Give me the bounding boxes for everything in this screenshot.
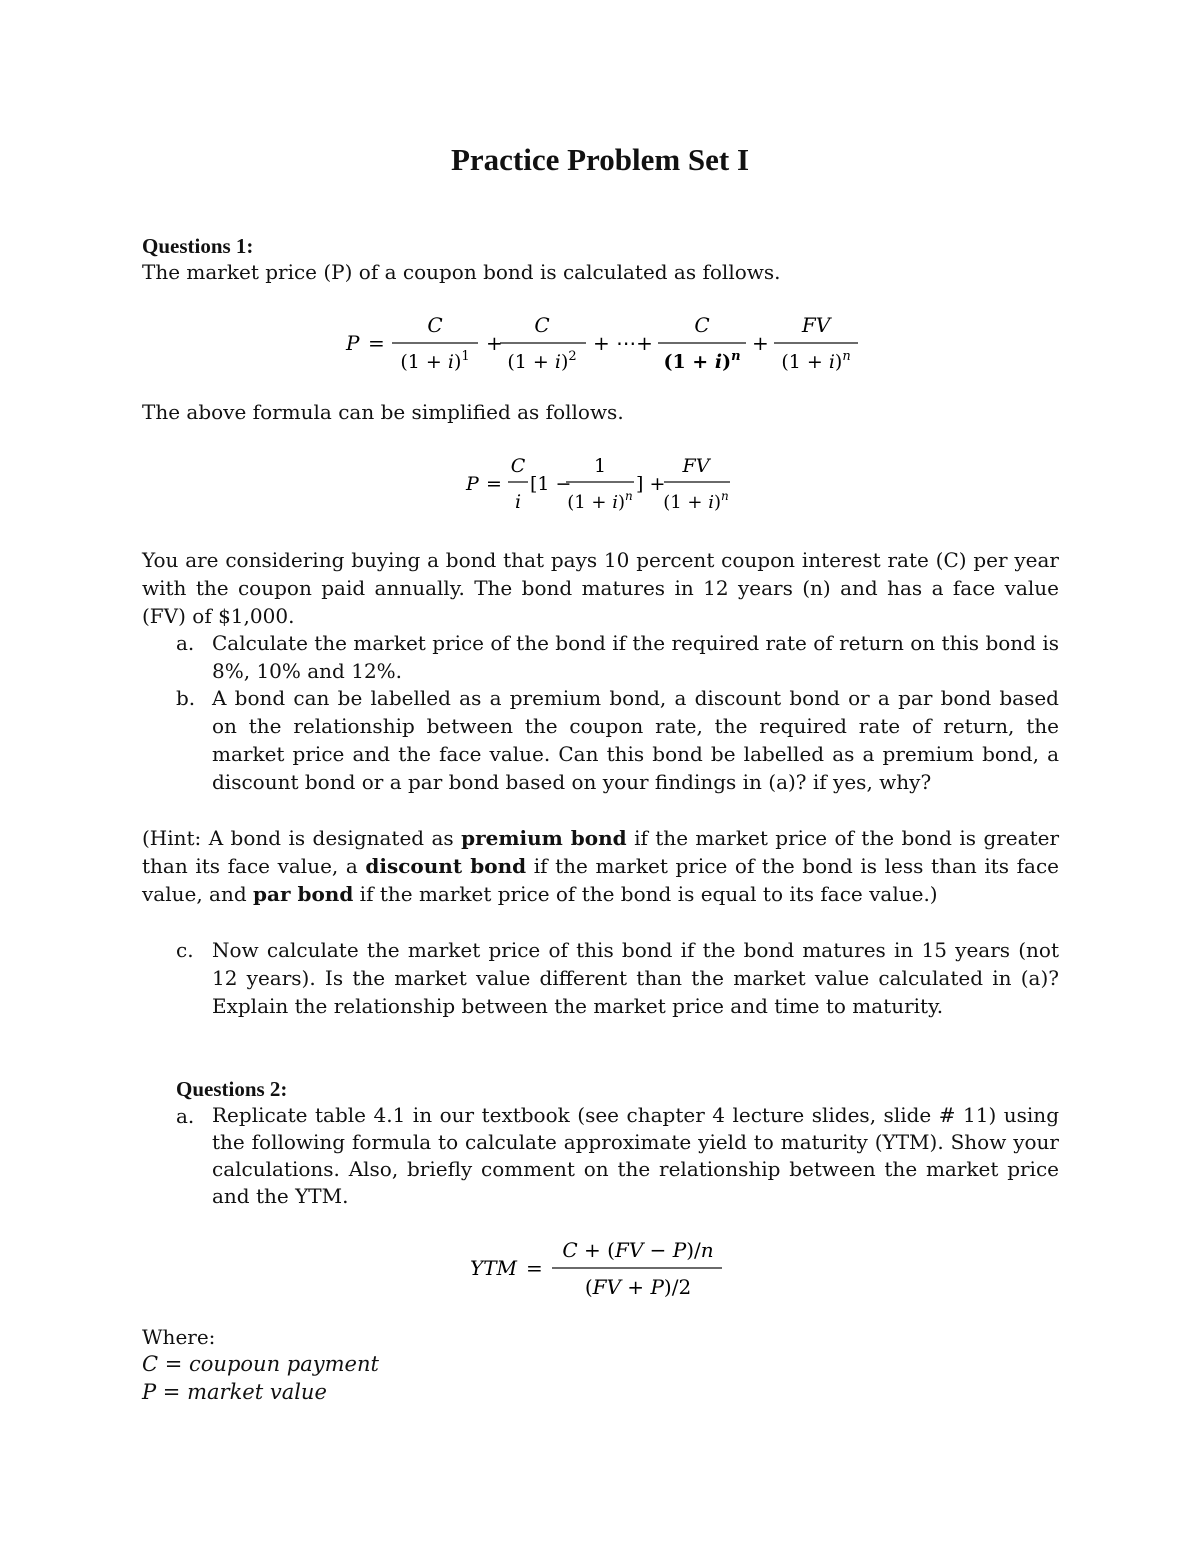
svg-text:i: i [514,491,522,513]
svg-text:(1 + i)n: $(1 + i)^n$ [663,349,741,373]
hint-paragraph [142,824,1059,908]
definition-p-meaning: market value [187,1380,327,1404]
item-c-label: c. [176,938,194,962]
bond-price-formula [338,306,898,386]
svg-text:+: + [752,331,769,355]
svg-text:C: C [534,313,550,337]
svg-text:+ ⋯+: + ⋯+ [593,331,653,355]
svg-text:(1 + i)1: $(1 + i)^1$ [400,349,470,373]
definition-p [142,1380,327,1404]
svg-text:C: C [694,313,710,337]
q2-item-a-text: Replicate table 4.1 in our textbook (see chapter 4 lecture slides, slide # 11) using the following formula to calculate approximate yield to maturity (YTM). Show your calculations. Also, briefly comment on the relationship between the market price and the YTM. [212,1103,1059,1208]
hint-text-4: if the market price of the bond is equal to its face value.) [353,882,938,906]
svg-text:C: C [510,455,526,477]
svg-text:C + (FV − P)/n: C + (FV − P)/n [562,1238,714,1262]
item-a-label: a. [176,631,195,655]
svg-text:] +: ] + [636,473,666,495]
definition-c-meaning: coupoun payment [189,1352,379,1376]
svg-text:1: 1 [593,455,607,477]
item-a-text: Calculate the market price of the bond if the required rate of return on this bond is 8%, 10% and 12%. [212,631,1059,683]
simplified-intro: The above formula can be simplified as follows. [142,400,624,424]
svg-text:YTM: YTM [470,1256,518,1280]
definition-c-symbol: C = [142,1352,183,1376]
definition-p-symbol: P = [142,1380,181,1404]
item-c-text: Now calculate the market price of this bond if the bond matures in 15 years (not 12 years). Is the market value different than the market value calculated in (a)? Explain the relationship between the market price and time to maturity. [212,938,1059,1018]
hint-text-1: (Hint: A bond is designated as [142,826,462,850]
svg-text:(1 + i)n: $(1 + i)^n$ [663,489,729,513]
svg-text:=: = [368,331,385,355]
svg-text:=: = [526,1256,543,1280]
question-1-heading: Questions 1: [142,234,254,258]
question-1-intro: The market price (P) of a coupon bond is calculated as follows. [142,260,781,284]
svg-text:P: P [346,331,360,355]
where-label: Where: [142,1325,216,1349]
hint-text-2: if the market price of the bond is greater than its face value, a [142,826,1059,878]
svg-text:=: = [486,473,502,495]
svg-text:(1 + i)n: $(1 + i)^n$ [781,349,851,373]
item-b-label: b. [176,686,196,710]
svg-text:FV: FV [801,313,831,337]
svg-text:(1 + i)n: $(1 + i)^n$ [567,489,633,513]
hint-text-3: if the market price of the bond is less than its face value, and [142,854,1059,906]
svg-text:[1 −: [1 − [530,473,572,495]
svg-text:(1 + i)2: $(1 + i)^2$ [507,349,577,373]
ytm-formula [468,1232,758,1304]
page-title: Practice Problem Set I [450,142,750,177]
svg-text:C: C [427,313,443,337]
hint-par-bond: par bond [253,882,354,906]
svg-text:P: P [466,473,479,495]
svg-text:+: + [486,331,503,355]
svg-text:(FV + P)/2: (FV + P)/2 [584,1275,692,1299]
q2-item-a-label: a. [176,1104,195,1128]
simplified-price-formula [462,450,762,520]
question-2-heading: Questions 2: [176,1077,288,1101]
svg-text:FV: FV [682,455,710,477]
definition-c [142,1352,379,1376]
item-b-text: A bond can be labelled as a premium bond, a discount bond or a par bond based on the relationship between the coupon rate, the required rate of return, the market price and the face value. Can this bond be labelled as a premium bond, a discount bond or a par bond based on your findings in (a)? if yes, why? [212,686,1059,794]
bond-scenario: You are considering buying a bond that pays 10 percent coupon interest rate (C) per year with the coupon paid annually. The bond matures in 12 years (n) and has a face value (FV) of $1,000. [142,548,1059,628]
hint-premium-bond: premium bond [461,826,627,850]
hint-discount-bond: discount bond [365,854,527,878]
